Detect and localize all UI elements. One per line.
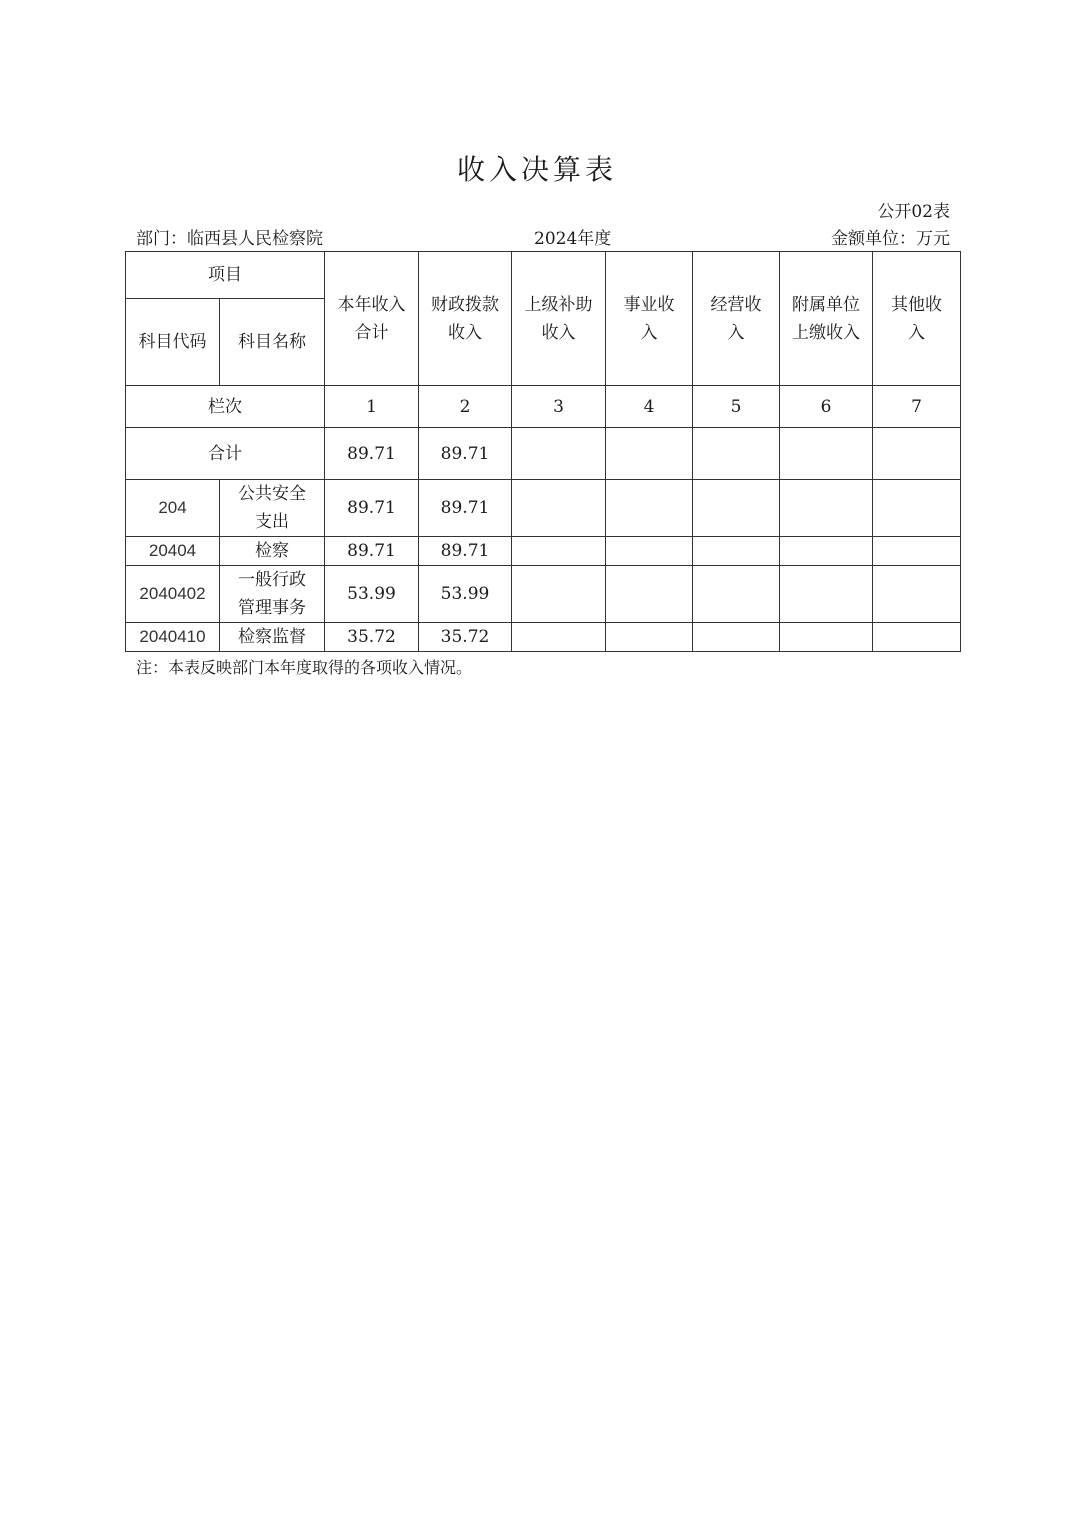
header-name: 科目名称 [220, 299, 325, 386]
col-number: 1 [325, 386, 419, 428]
row-value [606, 480, 693, 537]
subject-name: 公共安全 支出 [220, 480, 325, 537]
row-value [693, 566, 780, 623]
col-number: 5 [693, 386, 780, 428]
col-number: 6 [780, 386, 873, 428]
row-value [606, 566, 693, 623]
row-value [693, 480, 780, 537]
header-col-2: 财政拨款 收入 [419, 252, 512, 386]
meta-row [136, 224, 950, 248]
row-value [512, 566, 606, 623]
row-value: 89.71 [325, 537, 419, 566]
col-index-label: 栏次 [126, 386, 325, 428]
header-code: 科目代码 [126, 299, 220, 386]
subject-name: 一般行政 管理事务 [220, 566, 325, 623]
footnote: 注：本表反映部门本年度取得的各项收入情况。 [136, 658, 473, 677]
total-value: 89.71 [325, 428, 419, 480]
row-value: 53.99 [325, 566, 419, 623]
row-value [873, 623, 961, 652]
subject-code: 20404 [126, 537, 220, 566]
row-value: 89.71 [419, 537, 512, 566]
row-value [606, 623, 693, 652]
fiscal-year: 2024年度 [534, 229, 612, 249]
row-value [512, 623, 606, 652]
subject-code: 2040410 [126, 623, 220, 652]
header-item: 项目 [126, 252, 325, 299]
header-col-5: 经营收 入 [693, 252, 780, 386]
total-label: 合计 [126, 428, 325, 480]
row-value: 89.71 [419, 480, 512, 537]
subject-name: 检察监督 [220, 623, 325, 652]
header-col-1: 本年收入 合计 [325, 252, 419, 386]
row-value [512, 480, 606, 537]
row-value [873, 566, 961, 623]
row-value [780, 566, 873, 623]
table-row [126, 623, 961, 652]
total-value [780, 428, 873, 480]
row-value [873, 537, 961, 566]
subject-code: 2040402 [126, 566, 220, 623]
table-row [126, 480, 961, 537]
row-value: 89.71 [325, 480, 419, 537]
form-number: 公开02表 [877, 202, 950, 222]
total-value [693, 428, 780, 480]
table-row [126, 537, 961, 566]
total-value [873, 428, 961, 480]
row-value: 53.99 [419, 566, 512, 623]
subject-name: 检察 [220, 537, 325, 566]
amount-unit: 金额单位：万元 [831, 229, 950, 249]
row-value: 35.72 [325, 623, 419, 652]
total-value: 89.71 [419, 428, 512, 480]
row-value [873, 480, 961, 537]
row-value [512, 537, 606, 566]
total-value [606, 428, 693, 480]
row-value [693, 537, 780, 566]
col-number: 4 [606, 386, 693, 428]
page-title: 收入决算表 [456, 153, 617, 186]
row-value [693, 623, 780, 652]
total-value [512, 428, 606, 480]
header-col-3: 上级补助 收入 [512, 252, 606, 386]
department-label: 部门：临西县人民检察院 [136, 229, 323, 249]
income-table [125, 251, 961, 652]
row-value [780, 623, 873, 652]
total-row [126, 428, 961, 480]
row-value: 35.72 [419, 623, 512, 652]
table-row [126, 566, 961, 623]
col-index-row [126, 386, 961, 428]
row-value [780, 537, 873, 566]
header-row-1 [126, 252, 961, 299]
row-value [606, 537, 693, 566]
col-number: 3 [512, 386, 606, 428]
col-number: 7 [873, 386, 961, 428]
header-col-6: 附属单位 上缴收入 [780, 252, 873, 386]
header-col-7: 其他收 入 [873, 252, 961, 386]
subject-code: 204 [126, 480, 220, 537]
row-value [780, 480, 873, 537]
header-col-4: 事业收 入 [606, 252, 693, 386]
col-number: 2 [419, 386, 512, 428]
